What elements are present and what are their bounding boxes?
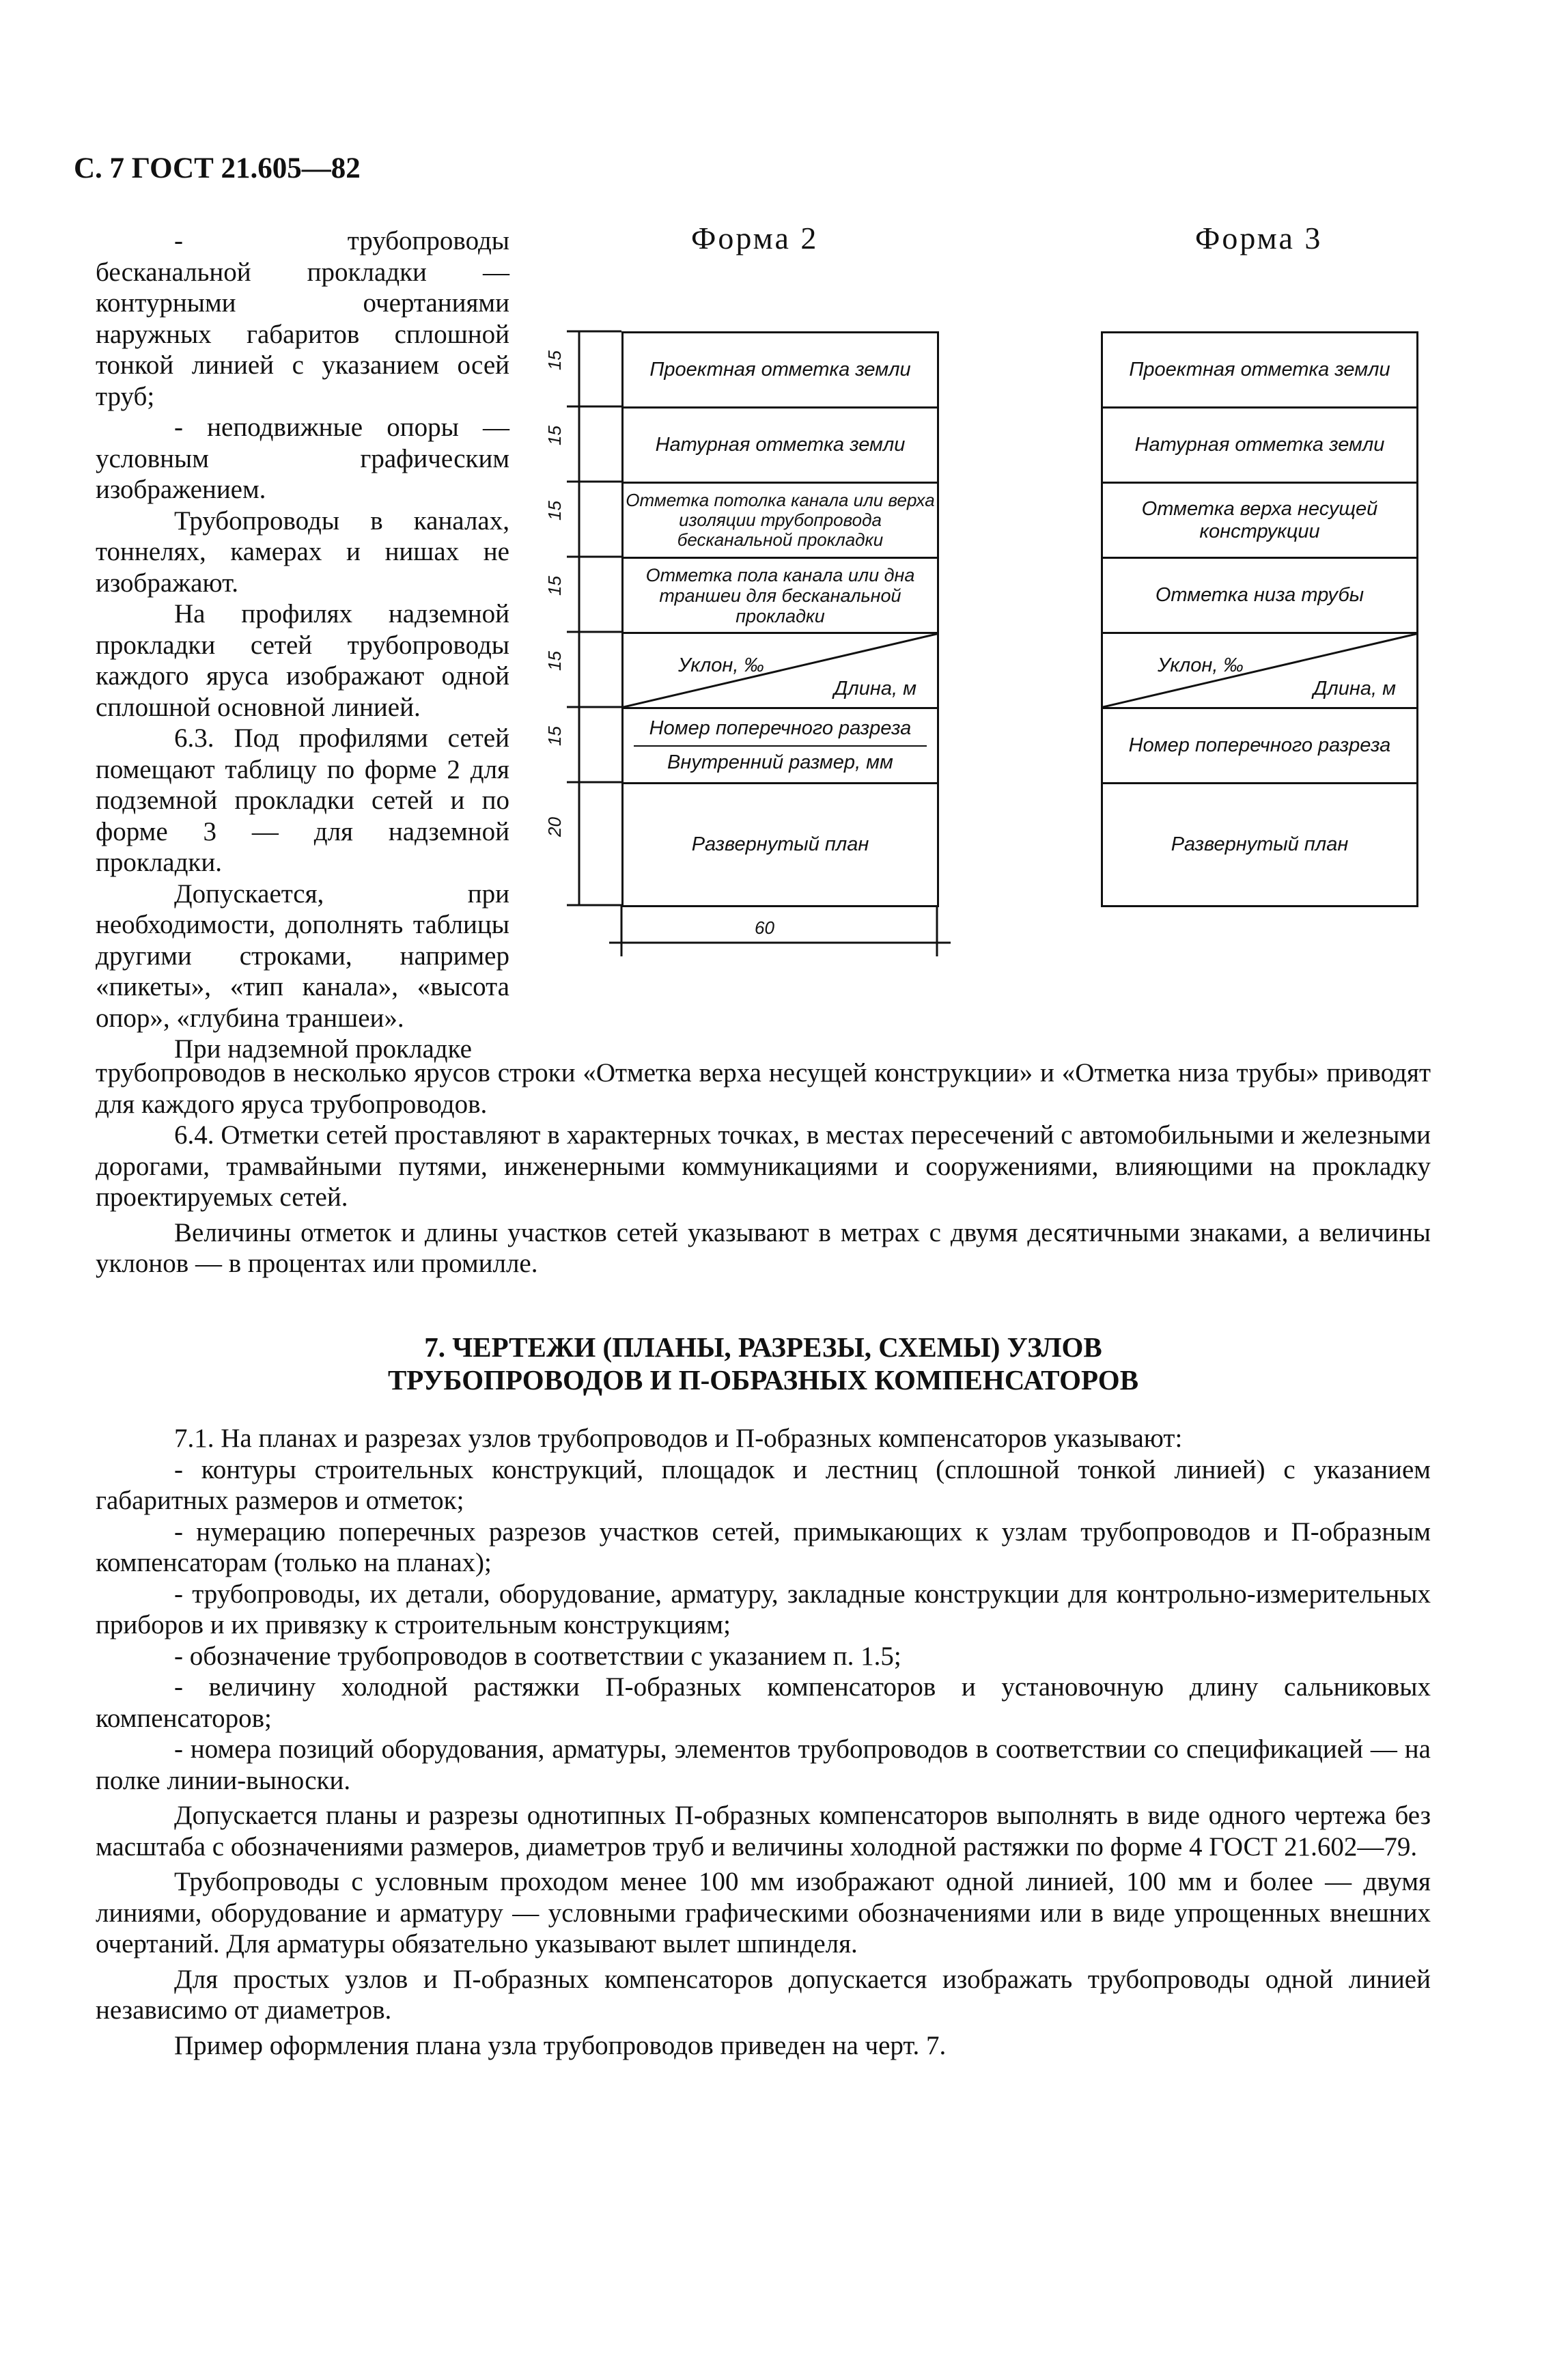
- slope-label: Уклон, ‰: [1158, 654, 1244, 676]
- form3-table: [1101, 331, 1418, 907]
- paragraph: 6.4. Отметки сетей проставляют в характерных точках, в местах пересечений с автомобильными и железными дорогами, трамвайными путями, инженерными коммуникациями и сооружениями, влияющими на прокладку проектируемых сетей.: [96, 1120, 1431, 1212]
- list-item: - трубопроводы, их детали, оборудование, арматуру, закладные конструкции для контрольно-измерительных приборов и их привязку к строительным конструкциям;: [96, 1579, 1431, 1639]
- dimension-label: 15: [544, 350, 565, 370]
- dimension-label: 15: [544, 576, 565, 596]
- width-dimension-label: 60: [755, 917, 774, 938]
- section-number-label: Номер поперечного разреза: [649, 717, 912, 739]
- list-item: - нумерацию поперечных разрезов участков сетей, примыкающих к узлам трубопроводов и П-образным компенсаторам (только на планах);: [96, 1517, 1431, 1577]
- dimension-label: 15: [544, 426, 565, 445]
- form2-slope-row: [624, 634, 937, 709]
- paragraph: На профилях надземной прокладки сетей трубопроводы каждого яруса изображают одной сплошной основной линией.: [96, 599, 509, 722]
- paragraph: Трубопроводы с условным проходом менее 100 мм изображают одной линией, 100 мм и более — двумя линиями, оборудование и арматуру — условными графическими обозначениями или в виде упрощенных внешних очертаний. Для арматуры обязательно указывают вылет шпинделя.: [96, 1867, 1431, 1958]
- paragraph: 6.3. Под профилями сетей помещают таблицу по форме 2 для подземной прокладки сетей и по форме 3 — для надземной прокладки.: [96, 723, 509, 877]
- body-text: [96, 1057, 1431, 1279]
- dimension-label: 15: [544, 726, 565, 746]
- inner-size-label: Внутренний размер, мм: [667, 751, 893, 773]
- form3-row: Проектная отметка земли: [1103, 333, 1416, 409]
- section7-text: [96, 1423, 1431, 2061]
- paragraph: Для простых узлов и П-образных компенсаторов допускается изображать трубопроводы одной линией независимо от диаметров.: [96, 1964, 1431, 2025]
- paragraph: - неподвижные опоры — условным графическим изображением.: [96, 413, 509, 504]
- list-item: - номера позиций оборудования, арматуры, элементов трубопроводов в соответствии со спецификацией — на полке линии-выноски.: [96, 1734, 1431, 1795]
- paragraph: При надземной прокладке: [174, 1034, 472, 1064]
- dimension-label: 15: [544, 651, 565, 671]
- form2-row: Отметка потолка канала или верха изоляции трубопровода бесканальной прокладки: [624, 484, 937, 559]
- length-label: Длина, м: [834, 678, 916, 700]
- slope-label: Уклон, ‰: [678, 654, 764, 676]
- dimension-label: 20: [544, 817, 565, 837]
- paragraph: трубопроводов в несколько ярусов строки «Отметка верха несущей конструкции» и «Отметка низа трубы» приводят для каждого яруса трубопроводов.: [96, 1058, 1431, 1119]
- inner-divider: [634, 745, 927, 747]
- form2-table: [621, 331, 939, 907]
- form3-row: Натурная отметка земли: [1103, 409, 1416, 484]
- paragraph: - трубопроводы бесканальной прокладки — контурными очертаниями наружных габаритов сплошной тонкой линией с указанием осей труб;: [96, 226, 509, 411]
- form3-plan-row: Развернутый план: [1171, 833, 1349, 855]
- left-column-text: [96, 225, 509, 1065]
- list-item: - величину холодной растяжки П-образных компенсаторов и установочную длину сальниковых компенсаторов;: [96, 1672, 1431, 1733]
- paragraph: 7.1. На планах и разрезах узлов трубопроводов и П-образных компенсаторов указывают:: [174, 1424, 1183, 1453]
- list-item: - контуры строительных конструкций, площадок и лестниц (сплошной тонкой линией) с указанием габаритных размеров и отметок;: [96, 1454, 1431, 1515]
- form2-row: Проектная отметка земли: [624, 333, 937, 409]
- paragraph: Трубопроводы в каналах, тоннелях, камерах и нишах не изображают.: [96, 506, 509, 598]
- section-title-line: 7. ЧЕРТЕЖИ (ПЛАНЫ, РАЗРЕЗЫ, СХЕМЫ) УЗЛОВ: [424, 1331, 1102, 1363]
- length-label: Длина, м: [1313, 678, 1396, 700]
- dimension-label: 15: [544, 501, 565, 521]
- form3-slope-row: [1103, 634, 1416, 709]
- paragraph: Допускается, при необходимости, дополнять таблицы другими строками, например «пикеты», «тип канала», «высота опор», «глубина траншеи».: [96, 878, 509, 1033]
- list-item: - обозначение трубопроводов в соответствии с указанием п. 1.5;: [174, 1641, 901, 1671]
- form3-title: Форма 3: [1195, 221, 1323, 255]
- section-title-line: ТРУБОПРОВОДОВ И П-ОБРАЗНЫХ КОМПЕНСАТОРОВ: [387, 1364, 1139, 1396]
- form2-title: Форма 2: [691, 221, 819, 255]
- section-title: [96, 1331, 1431, 1396]
- form2-row: Натурная отметка земли: [624, 409, 937, 484]
- paragraph: Допускается планы и разрезы однотипных П-образных компенсаторов выполнять в виде одного чертежа без масштаба с обозначениями размеров, диаметров труб и величины холодной растяжки по форме 4 ГОСТ 21.602—79.: [96, 1801, 1431, 1861]
- form3-row: Отметка низа трубы: [1103, 559, 1416, 634]
- form2-section-row: [624, 709, 937, 784]
- form2-plan-row: Развернутый план: [691, 833, 869, 855]
- form2-row: Отметка пола канала или дна траншеи для бесканальной прокладки: [624, 559, 937, 634]
- paragraph: Величины отметок и длины участков сетей указывают в метрах с двумя десятичными знаками, а величины уклонов — в процентах или промилле.: [96, 1217, 1431, 1278]
- form3-row: Отметка верха несущей конструкции: [1103, 484, 1416, 559]
- paragraph: Пример оформления плана узла трубопроводов приведен на черт. 7.: [174, 2030, 947, 2060]
- page-header: С. 7 ГОСТ 21.605—82: [74, 152, 361, 184]
- form3-section-row: Номер поперечного разреза: [1103, 709, 1416, 784]
